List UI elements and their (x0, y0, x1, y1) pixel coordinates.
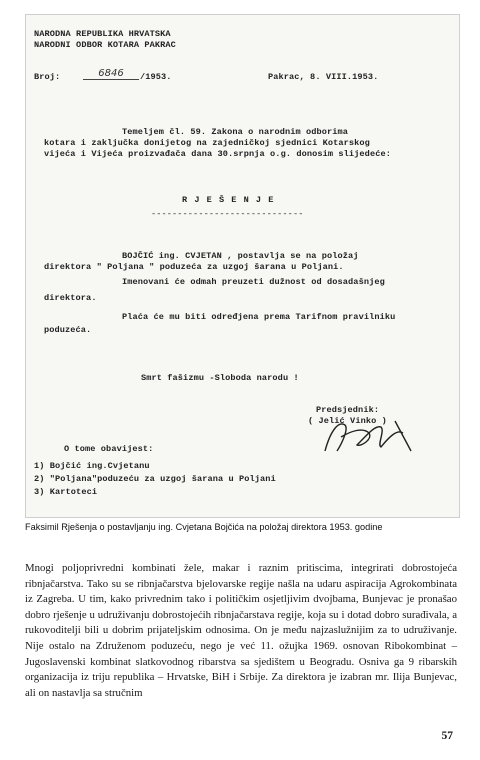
notice-item-1: 1) Bojčić ing.Cvjetanu (34, 461, 150, 471)
decision-line-4: direktora. (44, 293, 97, 303)
page-number: 57 (441, 730, 453, 742)
slogan: Smrt fašizmu -Sloboda narodu ! (141, 373, 299, 383)
title-underline: ----------------------------- (151, 209, 304, 219)
decision-line-2: direktora " Poljana " poduzeća za uzgoj šarana u Poljani. (44, 262, 344, 272)
decision-line-6: poduzeća. (44, 325, 92, 335)
figure-caption: Faksimil Rješenja o postavljanju ing. Cvjetana Bojčića na položaj direktora 1953. godine (25, 522, 383, 532)
broj-year: /1953. (140, 72, 172, 82)
decision-line-1: BOJČIĆ ing. CVJETAN , postavlja se na položaj (122, 251, 359, 261)
place-date: Pakrac, 8. VIII.1953. (268, 72, 379, 82)
decision-line-3: Imenovani će odmah preuzeti dužnost od dosadašnjeg (122, 277, 385, 287)
document-title: R J E Š E N J E (182, 195, 275, 205)
preamble-line-2: kotara i zaključka donijetog na zajedničkoj sjednici Kotarskog (44, 138, 370, 148)
preamble-line-1: Temeljem čl. 59. Zakona o narodnim odborima (122, 127, 349, 137)
body-paragraph: Mnogi poljoprivredni kombinati žele, makar i raznim pritiscima, integrirati dobrostojeća ribnjačarstva. Tako su se ribnjačarstva bjelovarske regije našla na udaru aspiracija Agrokombinata iz Zagreba. U tim, kako privrednim tako i političkim osjetljivim dvojbama, Bunjevac je pronašao dobro rješenje u udruživanju dobrostojećih ribnjačarstava regije, koja su i dotad dobro surađivala, a rukovoditelji bili u dobrim prijateljskim odnosima. On je među najzaslužnijim za to udruživanje. Nije ostalo na Združenom poduzeću, nego je već 11. ožujka 1969. osnovan Ribokombinat – Jugoslavenski kombinat slatkovodnog ribarstva sa sjedištem u Beogradu. Osniva ga 9 ribarskih organizacija iz triju republika – Hrvatske, BiH i Srbije. Za direktora je izabran mr. Ilija Bunjevac, ali on nastavlja sa stručnim (25, 562, 457, 699)
body-text (25, 561, 457, 701)
decision-line-5: Plaća će mu biti određjena prema Tarifnom pravilniku (122, 312, 396, 322)
preamble-line-3: vijeća i Vijeća proizvađača dana 30.srpnja o.g. donosim slijedeće: (44, 149, 391, 159)
notice-heading: O tome obavijest: (64, 444, 154, 454)
broj-handwritten-number: 6846 (83, 68, 139, 80)
header-line-2: NARODNI ODBOR KOTARA PAKRAC (34, 40, 176, 50)
header-line-1: NARODNA REPUBLIKA HRVATSKA (34, 29, 171, 39)
notice-item-2: 2) "Poljana"poduzeću za uzgoj šarana u Poljani (34, 474, 276, 484)
handwritten-signature (311, 411, 421, 459)
facsimile-document (25, 14, 460, 518)
notice-item-3: 3) Kartoteci (34, 487, 98, 497)
broj-label: Broj: (34, 72, 61, 82)
signature-title: Predsjednik: (316, 405, 380, 415)
signature-name: ( Jelić Vinko ) (308, 416, 387, 426)
